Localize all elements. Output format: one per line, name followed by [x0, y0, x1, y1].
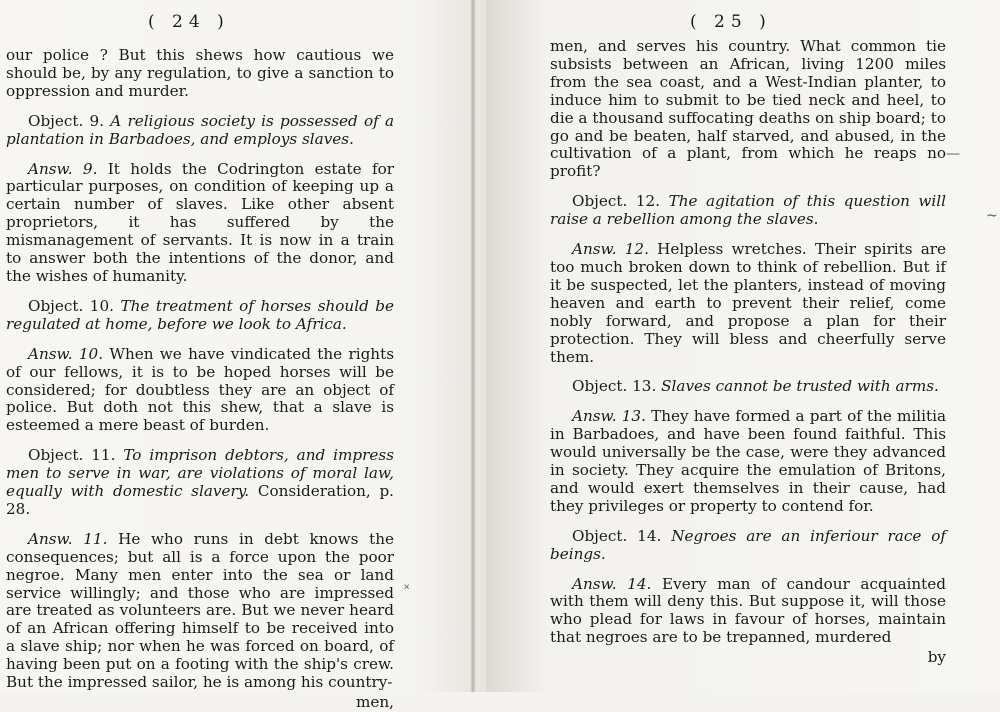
page-number-right: ( 25 )	[690, 12, 772, 32]
objection-14-text: Negroes are an inferiour race of beings.	[550, 526, 946, 563]
answer-9	[6, 161, 394, 286]
answer-12-text: Helpless wretches. Their spirits are too much broken down to think of rebellion. But if it be suspected, let the planters, instead of moving heaven and earth to prevent their relief, come nobly forward, and propose a plan for their protection. They will bless and cheerfully serve them.	[550, 240, 947, 366]
answer-12	[550, 241, 946, 366]
objection-10-text: The treatment of horses should be regulated at home, before we look to Africa.	[6, 296, 395, 333]
answer-13-text: They have formed a part of the militia in Barbadoes, and have been found faithful. This would universally be the case, were they advanced in society. They acquire the emulation of Britons, and would exert themselves in their cause, had they privileges or property to contend for.	[550, 407, 947, 515]
objection-10	[6, 298, 394, 334]
objection-12-text: The agitation of this question will raise a rebellion among the slaves.	[550, 192, 947, 229]
answer-13	[550, 408, 946, 515]
left-page-text	[6, 47, 394, 712]
objection-14	[550, 528, 946, 564]
book-gutter	[470, 0, 476, 692]
answer-10	[6, 346, 394, 436]
objection-9-label: Object. 9.	[28, 111, 105, 130]
objection-14-label: Object. 14.	[572, 526, 662, 545]
answer-10-text: When we have vindicated the rights of our fellows, it is to be hoped horses will be considered; for doubtless they are an object of police. But doth not this shew, that a slave is esteemed a mere beast of burden.	[6, 344, 394, 435]
answer-13-label: Answ. 13.	[572, 407, 646, 426]
objection-13-label: Object. 13.	[572, 377, 657, 396]
answer-14	[550, 576, 946, 648]
catchword-right: by	[927, 648, 946, 667]
margin-mark-right: —	[946, 146, 960, 162]
objection-12-label: Object. 12.	[572, 192, 661, 211]
margin-mark: ˟	[404, 582, 410, 598]
right-page	[486, 0, 1000, 692]
answer-11	[6, 531, 394, 692]
objection-11-reference: Consideration, p. 28.	[6, 482, 395, 518]
objection-12	[550, 193, 946, 229]
answer-11-label: Answ. 11.	[28, 529, 108, 548]
edge-mark-right: ~	[986, 208, 998, 224]
para-continuation-left: our police ? But this shews how cautious we should be, by any regulation, to give a sanction to oppression and murder.	[6, 46, 394, 100]
objection-9-text: A religious society is possessed of a plantation in Barbadoes, and employs slaves.	[6, 111, 395, 148]
answer-9-text: It holds the Codrington estate for particular purposes, on condition of keeping up a certain number of slaves. Like other absent proprietors, it has suffered by the mismanagement of servants. It is now in a train to answer both the intentions of the donor, and the wishes of humanity.	[6, 159, 395, 285]
objection-13-text: Slaves cannot be trusted with arms.	[661, 377, 939, 396]
answer-9-label: Answ. 9.	[28, 159, 98, 178]
answer-10-label: Answ. 10.	[28, 344, 104, 363]
answer-11-text: He who runs in debt knows the consequences; but all is a force upon the poor negroe. Many men enter into the sea or land service willingly; and those who are impressed are treated as volunteers are. But we never heard of an African offering himself to be received into a slave ship; nor when he was forced on board, of having been put on a footing with the ship's crew. But the impressed sailor, he is among his country-	[6, 529, 395, 692]
answer-12-label: Answ. 12.	[572, 240, 649, 259]
right-page-text	[550, 38, 946, 667]
objection-13	[550, 378, 946, 396]
objection-11	[6, 447, 394, 519]
left-page	[0, 0, 486, 711]
objection-9	[6, 113, 394, 149]
answer-14-text: Every man of candour acquainted with them will deny this. But suppose it, will those who plead for laws in favour of horses, maintain that negroes are to be trepanned, murdered	[550, 574, 946, 647]
objection-11-text: To imprison debtors, and impress men to serve in war, are violations of moral law, equally with domestic slavery.	[6, 446, 394, 501]
catchword-left: men,	[356, 693, 394, 711]
answer-14-label: Answ. 14.	[572, 574, 652, 593]
para-continuation-right: men, and serves his country. What common tie subsists between an African, living 1200 miles from the sea coast, and a West-Indian planter, to induce him to submit to be tied neck and heel, to die a thousand suffocating deaths on ship board; to go and be beaten, half starved, and abused, in the cultivation of a plant, from which he reaps no profit?	[550, 37, 946, 181]
objection-10-label: Object. 10.	[28, 296, 114, 315]
objection-11-label: Object. 11.	[28, 446, 116, 465]
page-number-left: ( 24 )	[148, 12, 230, 32]
